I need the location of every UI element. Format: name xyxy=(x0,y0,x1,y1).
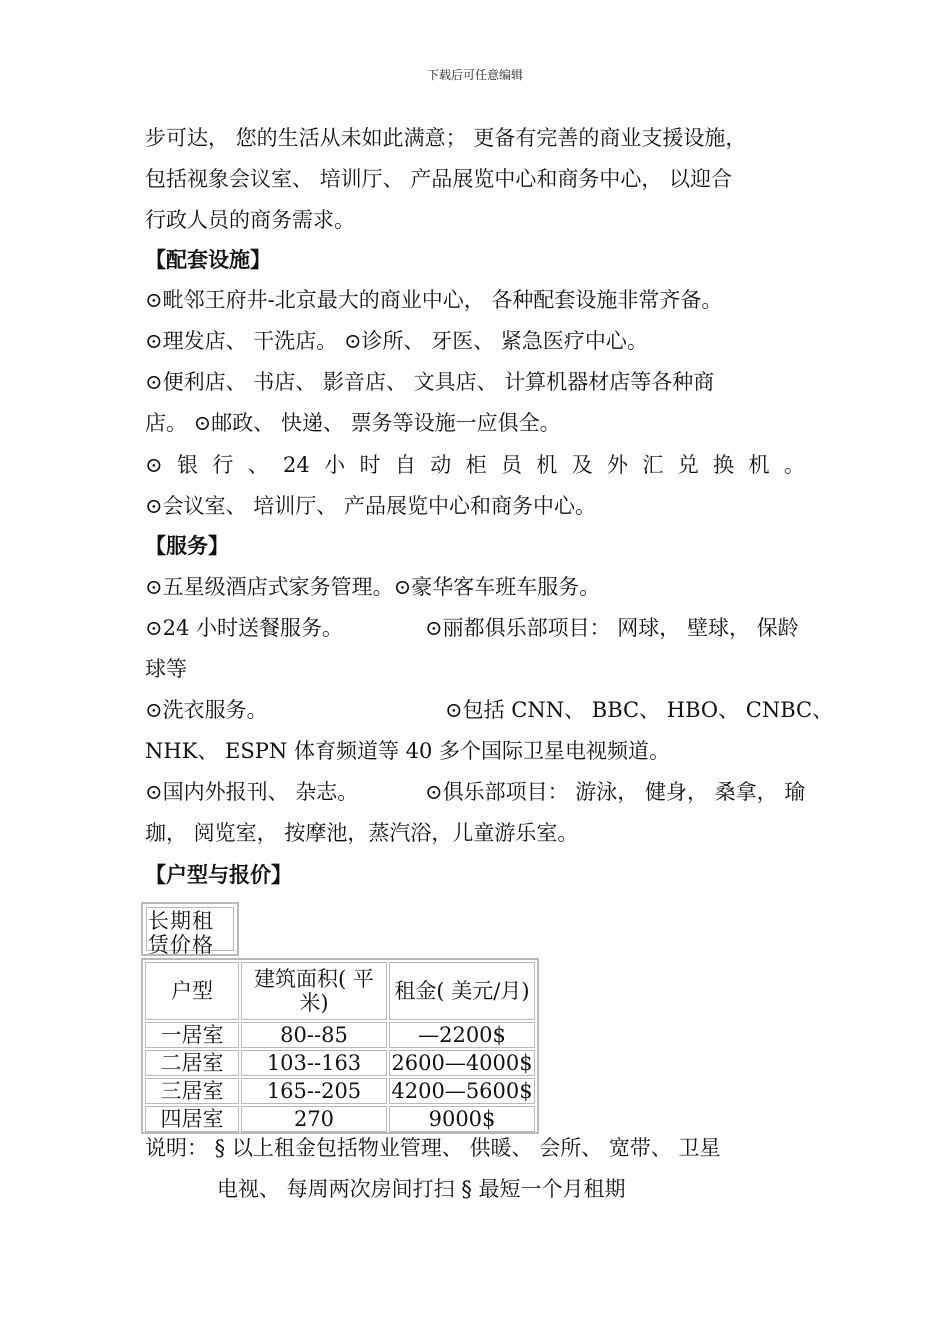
table-cell: 103--163 xyxy=(241,1050,387,1076)
services-heading: 【服务】 xyxy=(145,533,229,558)
intro-line-1: 步可达， 您的生活从未如此满意； 更备有完善的商业支援设施， xyxy=(145,126,747,150)
token: 兑 xyxy=(677,453,699,477)
services-line-5: NHK、 ESPN 体育频道等 40 多个国际卫星电视频道。 xyxy=(145,739,671,763)
intro-line-2: 包括视象会议室、 培训厅、 产品展览中心和商务中心， 以迎合 xyxy=(145,167,733,191)
table-cell: 2600—4000$ xyxy=(389,1050,535,1076)
table-cell: 二居室 xyxy=(145,1050,239,1076)
token: 员 xyxy=(500,453,522,477)
table-cell: 9000$ xyxy=(389,1106,535,1132)
token: 银 xyxy=(176,453,198,477)
table-caption: 长期租赁价格 xyxy=(146,907,234,951)
service-newspapers: ⊙国内外报刊、 杂志。 xyxy=(145,780,359,804)
facilities-line-3: ⊙便利店、 书店、 影音店、 文具店、 计算机器材店等各种商 xyxy=(145,370,715,394)
facilities-line-5 xyxy=(145,451,805,479)
token: 外 xyxy=(607,453,629,477)
table-cell: 一居室 xyxy=(145,1022,239,1048)
token: 。 xyxy=(783,453,805,477)
token: 汇 xyxy=(642,453,664,477)
note-line-1: 说明： § 以上租金包括物业管理、 供暖、 会所、 宽带、 卫星 xyxy=(145,1136,721,1160)
facilities-heading: 【配套设施】 xyxy=(145,247,271,272)
table-cell: 四居室 xyxy=(145,1106,239,1132)
table-cell: 4200—5600$ xyxy=(389,1078,535,1104)
intro-line-3: 行政人员的商务需求。 xyxy=(145,208,355,232)
service-laundry: ⊙洗衣服务。 xyxy=(145,698,268,722)
facilities-line-6: ⊙会议室、 培训厅、 产品展览中心和商务中心。 xyxy=(145,494,596,518)
table-grid xyxy=(141,958,539,1134)
service-lido-club: ⊙丽都俱乐部项目： 网球， 壁球， 保龄 xyxy=(425,616,799,640)
services-line-7: 珈， 阅览室， 按摩池，蒸汽浴，儿童游乐室。 xyxy=(145,821,579,845)
token: 行 xyxy=(212,453,234,477)
token: 小 xyxy=(324,453,346,477)
services-line-6 xyxy=(145,778,805,806)
token: 机 xyxy=(536,453,558,477)
token: 、 xyxy=(247,453,269,477)
token: 24 xyxy=(283,453,310,477)
services-line-3: 球等 xyxy=(145,657,187,681)
column-header: 租金( 美元/月) xyxy=(389,962,535,1020)
table-cell: 80--85 xyxy=(241,1022,387,1048)
table-cell: 165--205 xyxy=(241,1078,387,1104)
services-line-4 xyxy=(145,696,834,724)
table-cell: 三居室 xyxy=(145,1078,239,1104)
service-tv-channels: ⊙包括 CNN、 BBC、 HBO、 CNBC、 xyxy=(445,698,834,722)
token: 自 xyxy=(394,453,416,477)
token: 及 xyxy=(571,453,593,477)
column-header: 建筑面积( 平米) xyxy=(241,962,387,1020)
note-line-2: 电视、 每周两次房间打扫 § 最短一个月租期 xyxy=(217,1177,626,1201)
facilities-line-2: ⊙理发店、 干洗店。 ⊙诊所、 牙医、 紧急医疗中心。 xyxy=(145,329,648,353)
column-header: 户型 xyxy=(145,962,239,1020)
token: 动 xyxy=(430,453,452,477)
pricing-heading: 【户型与报价】 xyxy=(145,862,292,887)
token: 换 xyxy=(713,453,735,477)
token: 机 xyxy=(748,453,770,477)
services-line-2 xyxy=(145,614,805,642)
table-cell: —2200$ xyxy=(389,1022,535,1048)
page-header: 下载后可任意编辑 xyxy=(426,68,523,82)
service-room-dining: ⊙24 小时送餐服务。 xyxy=(145,616,343,640)
facilities-line-4: 店。 ⊙邮政、 快递、 票务等设施一应俱全。 xyxy=(145,411,561,435)
facilities-line-1: ⊙毗邻王府井-北京最大的商业中心， 各种配套设施非常齐备。 xyxy=(145,288,723,312)
table-caption-box xyxy=(141,902,239,956)
token: 时 xyxy=(359,453,381,477)
services-line-1: ⊙五星级酒店式家务管理。⊙豪华客车班车服务。 xyxy=(145,575,601,599)
table-cell: 270 xyxy=(241,1106,387,1132)
token: ⊙ xyxy=(145,453,163,477)
token: 柜 xyxy=(465,453,487,477)
service-club-items: ⊙俱乐部项目： 游泳， 健身， 桑拿， 瑜 xyxy=(425,780,806,804)
